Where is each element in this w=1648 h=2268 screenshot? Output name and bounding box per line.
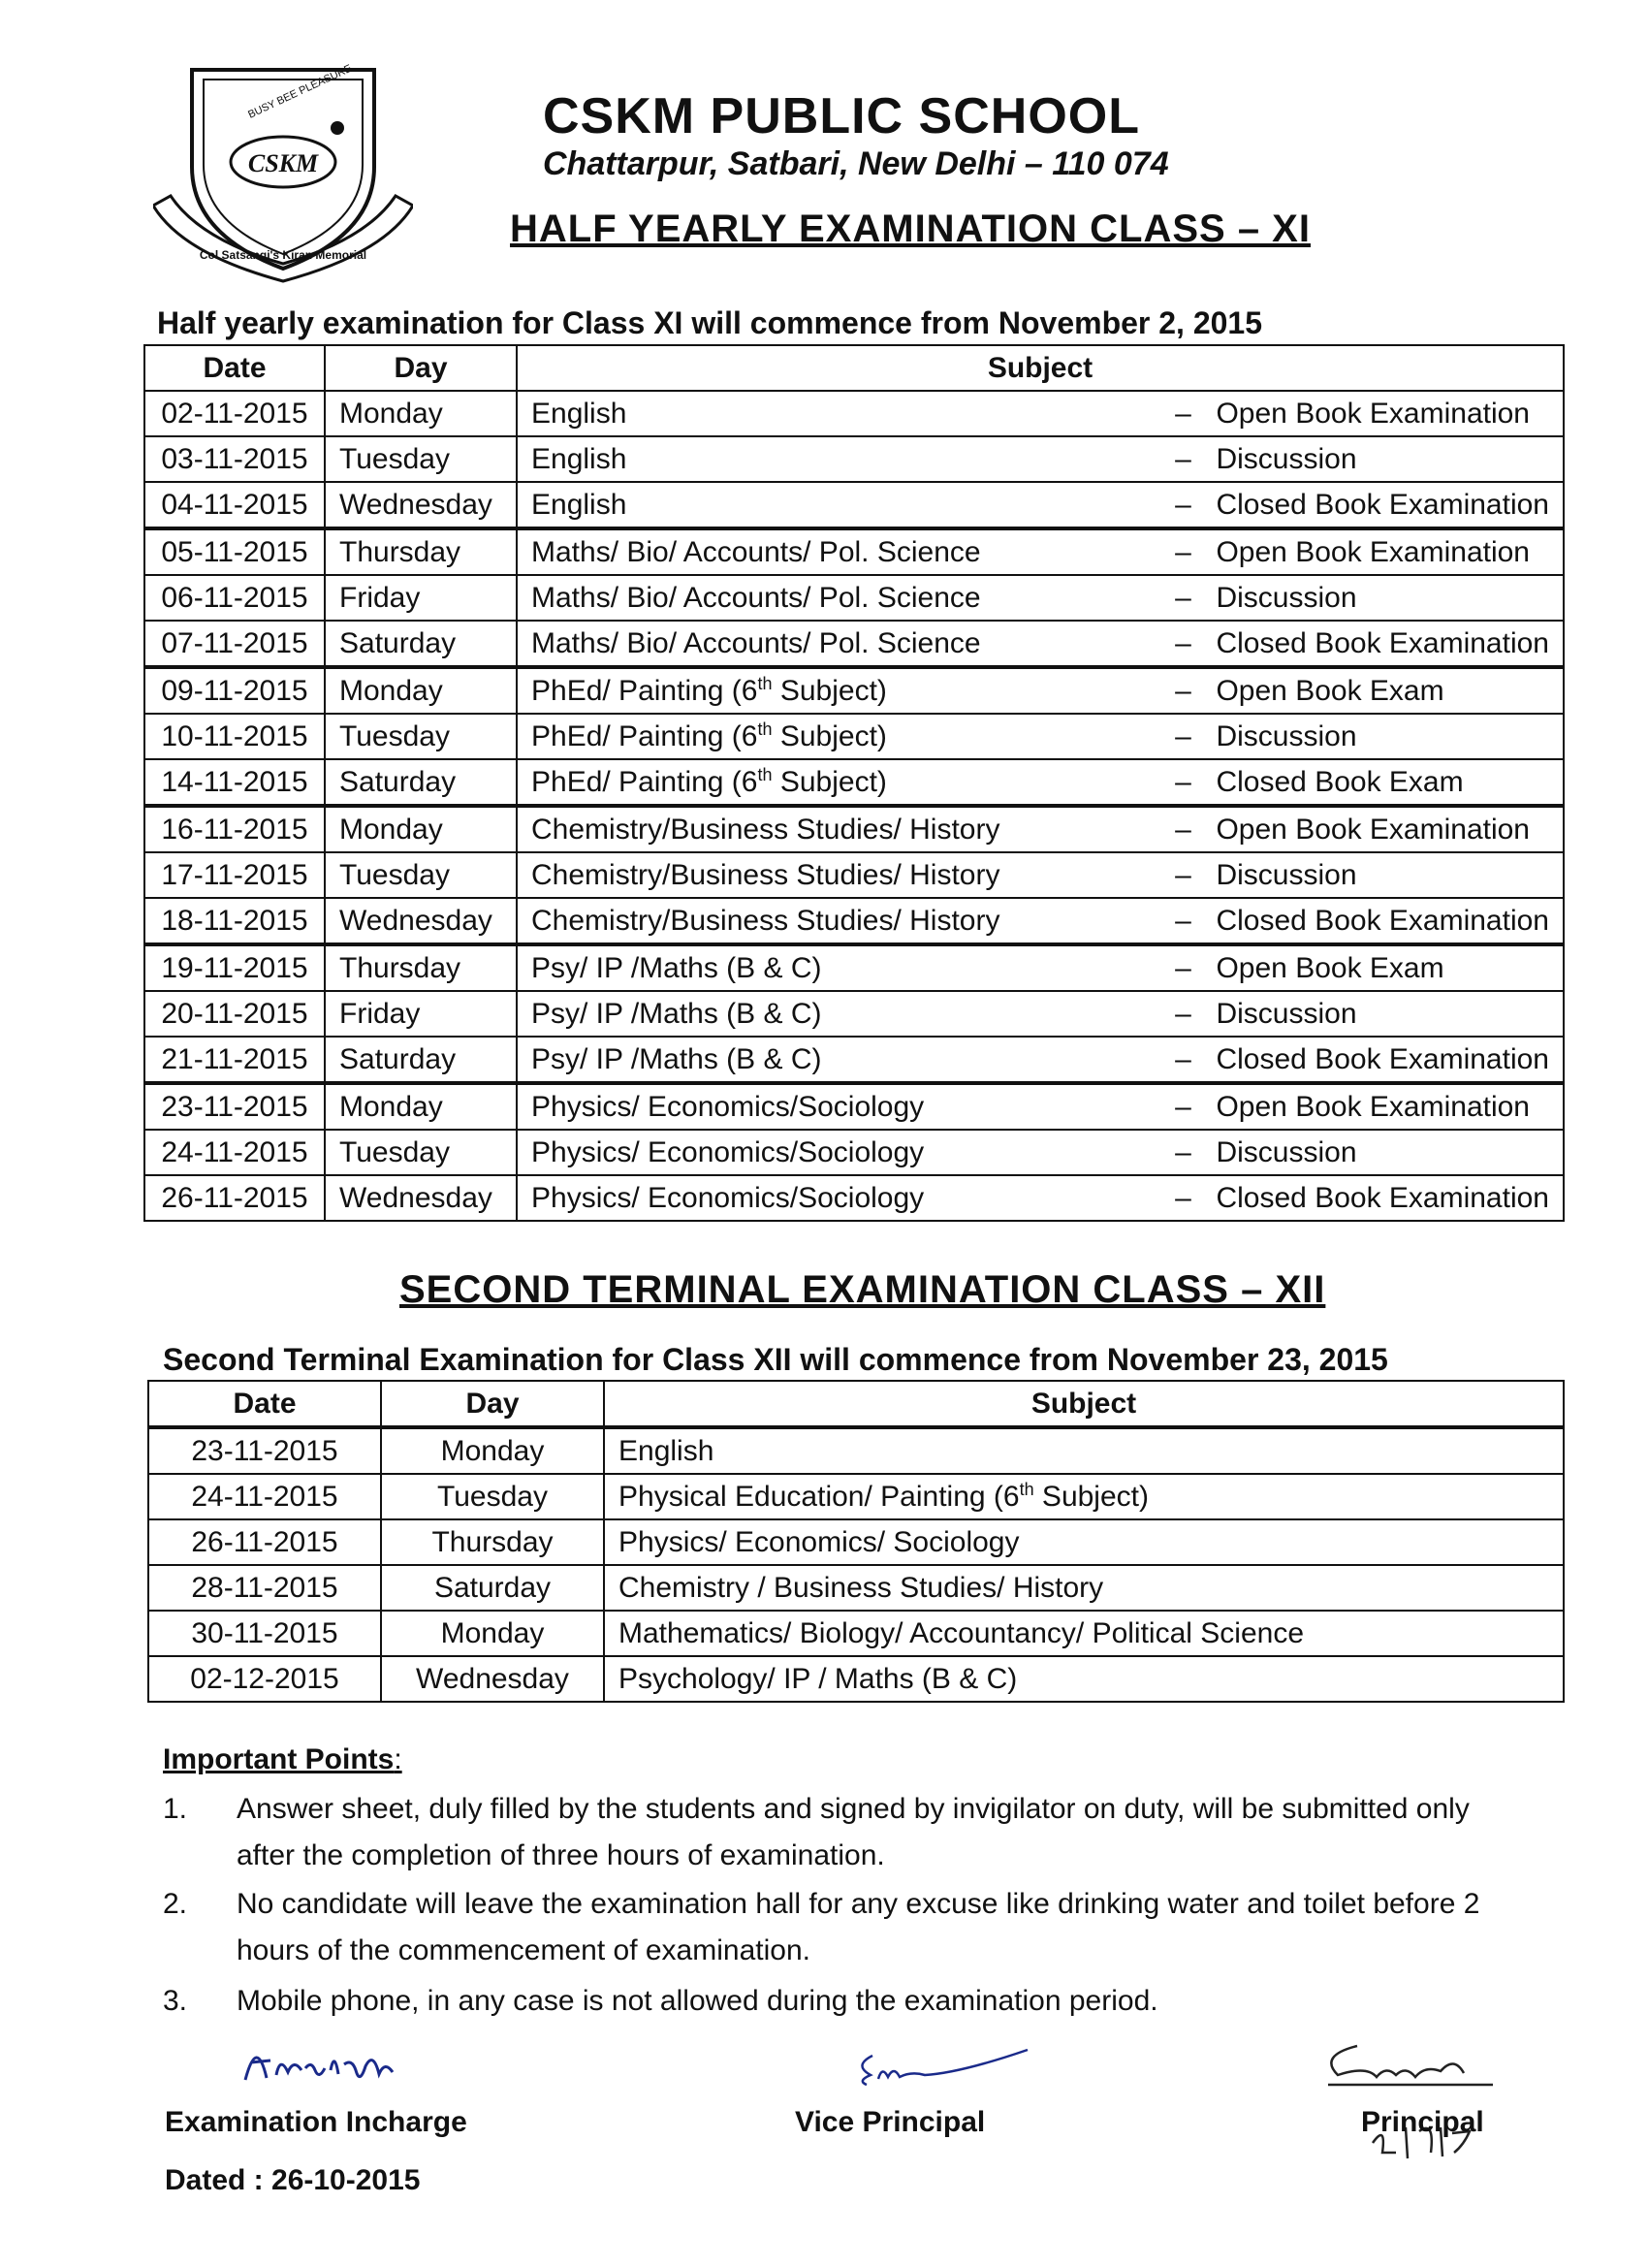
exam-type-cell: Open Book Examination [1202,528,1564,575]
date-cell: 03-11-2015 [144,436,325,482]
vice-principal-signature [843,2036,1037,2094]
exam-type-cell: Closed Book Examination [1202,482,1564,528]
exam-type-cell: Discussion [1202,436,1564,482]
subject-cell [604,1427,1564,1474]
class-xi-intro: Half yearly examination for Class XI will commence from November 2, 2015 [157,305,1263,340]
subject-cell [517,482,1163,528]
subject-cell [517,621,1163,667]
subject-cell [517,852,1163,898]
table-row [144,806,1564,852]
day-cell: Thursday [325,528,517,575]
ordinal-suffix: th [757,765,773,784]
subject-text: Physics/ Economics/Sociology [531,1090,925,1123]
column-header-day: Day [381,1381,604,1427]
day-cell: Monday [381,1427,604,1474]
date-cell: 09-11-2015 [144,667,325,714]
subject-text-end: Subject) [772,766,887,798]
dash-separator: – [1163,482,1202,528]
dash-separator: – [1163,852,1202,898]
subject-cell [517,759,1163,806]
exam-type-cell: Closed Book Examination [1202,1175,1564,1221]
subject-cell [517,944,1163,991]
subject-cell [517,1175,1163,1221]
date-cell: 14-11-2015 [144,759,325,806]
point-number: 3. [163,1985,188,2017]
subject-text-end: Subject) [772,720,887,752]
dash-separator: – [1163,1175,1202,1221]
exam-type-cell: Open Book Examination [1202,1083,1564,1130]
date-cell: 05-11-2015 [144,528,325,575]
important-point [163,1786,1549,1879]
exam-type-cell: Open Book Exam [1202,667,1564,714]
date-cell: 06-11-2015 [144,575,325,621]
dated-line: Dated : 26-10-2015 [165,2164,421,2196]
subject-cell [604,1519,1564,1565]
table-row [144,898,1564,944]
subject-text: Psy/ IP /Maths (B & C) [531,951,822,984]
date-cell: 20-11-2015 [144,991,325,1037]
point-text: No candidate will leave the examination hall for any excuse like drinking water and toilet before 2 hours of the commencement of examination. [237,1888,1480,1966]
date-cell: 21-11-2015 [144,1037,325,1083]
day-cell: Monday [325,1083,517,1130]
vice-principal-label: Vice Principal [795,2106,986,2138]
exam-incharge-label: Examination Incharge [165,2106,467,2138]
column-header-subject: Subject [517,345,1564,391]
day-cell: Tuesday [325,852,517,898]
subject-cell [604,1656,1564,1702]
point-number: 1. [163,1793,188,1825]
date-cell: 02-12-2015 [148,1656,381,1702]
table-row [144,714,1564,759]
subject-text: Chemistry/Business Studies/ History [531,813,1000,846]
dash-separator: – [1163,806,1202,852]
date-cell: 16-11-2015 [144,806,325,852]
subject-cell [517,714,1163,759]
dash-separator: – [1163,759,1202,806]
subject-text: Physics/ Economics/ Sociology [618,1525,1020,1558]
day-cell: Wednesday [325,1175,517,1221]
subject-cell [517,391,1163,436]
subject-text: PhEd/ Painting (6 [531,766,758,798]
subject-text: English [531,488,627,521]
dash-separator: – [1163,944,1202,991]
table-row [144,1130,1564,1175]
column-header-subject: Subject [604,1381,1564,1427]
important-points-colon: : [394,1743,402,1775]
date-cell: 18-11-2015 [144,898,325,944]
subject-cell [517,575,1163,621]
table-row [148,1656,1564,1702]
dash-separator: – [1163,621,1202,667]
date-cell: 17-11-2015 [144,852,325,898]
table-row [144,621,1564,667]
exam-type-cell: Discussion [1202,852,1564,898]
column-header-date: Date [144,345,325,391]
subject-text: Psy/ IP /Maths (B & C) [531,997,822,1030]
day-cell: Tuesday [325,436,517,482]
exam-type-cell: Open Book Examination [1202,391,1564,436]
subject-text: Maths/ Bio/ Accounts/ Pol. Science [531,535,981,568]
column-header-date: Date [148,1381,381,1427]
date-cell: 30-11-2015 [148,1611,381,1656]
table-row [148,1474,1564,1519]
date-cell: 26-11-2015 [144,1175,325,1221]
subject-text: Physics/ Economics/Sociology [531,1135,925,1168]
subject-text: Physics/ Economics/Sociology [531,1181,925,1214]
day-cell: Monday [381,1611,604,1656]
day-cell: Thursday [325,944,517,991]
exam-type-cell: Closed Book Examination [1202,621,1564,667]
class-xii-exam-title: SECOND TERMINAL EXAMINATION CLASS – XII [399,1268,1326,1311]
date-cell: 02-11-2015 [144,391,325,436]
ordinal-suffix: th [1019,1480,1034,1499]
subject-cell [517,436,1163,482]
table-row [144,391,1564,436]
class-xii-schedule-table [147,1380,1565,1703]
table-row [144,759,1564,806]
subject-cell [517,1083,1163,1130]
day-cell: Monday [325,806,517,852]
exam-type-cell: Closed Book Examination [1202,1037,1564,1083]
table-row [148,1519,1564,1565]
important-point [163,1881,1549,1974]
ordinal-suffix: th [757,674,773,693]
day-cell: Wednesday [381,1656,604,1702]
school-crest-logo [153,60,413,285]
day-cell: Monday [325,667,517,714]
table-row [144,482,1564,528]
dash-separator: – [1163,714,1202,759]
day-cell: Saturday [325,621,517,667]
table-row [144,667,1564,714]
subject-text: Chemistry/Business Studies/ History [531,904,1000,937]
table-row [144,1037,1564,1083]
point-text: Mobile phone, in any case is not allowed during the examination period. [237,1985,1158,2017]
day-cell: Wednesday [325,482,517,528]
important-point [163,1978,1549,2025]
date-cell: 28-11-2015 [148,1565,381,1611]
exam-type-cell: Closed Book Examination [1202,898,1564,944]
subject-text: PhEd/ Painting (6 [531,720,758,752]
day-cell: Saturday [325,759,517,806]
dash-separator: – [1163,436,1202,482]
subject-cell [517,806,1163,852]
subject-text-end: Subject) [1033,1481,1149,1513]
column-header-day: Day [325,345,517,391]
subject-text: Chemistry / Business Studies/ History [618,1571,1104,1604]
date-cell: 23-11-2015 [144,1083,325,1130]
table-row [144,575,1564,621]
subject-text-end: Subject) [772,675,887,707]
principal-label: Principal [1361,2106,1484,2138]
subject-cell [604,1474,1564,1519]
table-row [148,1427,1564,1474]
school-address: Chattarpur, Satbari, New Delhi – 110 074 [543,145,1169,182]
important-points-title [163,1743,402,1776]
class-xii-intro: Second Terminal Examination for Class XII will commence from November 23, 2015 [163,1342,1388,1377]
dash-separator: – [1163,528,1202,575]
day-cell: Thursday [381,1519,604,1565]
principal-signature [1299,2027,1512,2172]
subject-text: English [618,1434,714,1467]
dash-separator: – [1163,898,1202,944]
subject-text: Physical Education/ Painting (6 [618,1481,1020,1513]
school-name: CSKM PUBLIC SCHOOL [543,88,1140,144]
day-cell: Wednesday [325,898,517,944]
class-xi-exam-title: HALF YEARLY EXAMINATION CLASS – XI [510,208,1311,250]
day-cell: Tuesday [381,1474,604,1519]
exam-type-cell: Open Book Examination [1202,806,1564,852]
day-cell: Saturday [381,1565,604,1611]
subject-cell [604,1565,1564,1611]
subject-cell [517,898,1163,944]
table-row [148,1565,1564,1611]
subject-text: Maths/ Bio/ Accounts/ Pol. Science [531,626,981,659]
day-cell: Saturday [325,1037,517,1083]
svg-text:BUSY BEE PLEASURE: BUSY BEE PLEASURE [246,62,354,121]
table-row [144,1175,1564,1221]
important-points-label: Important Points [163,1743,395,1775]
dash-separator: – [1163,575,1202,621]
dash-separator: – [1163,391,1202,436]
subject-text: Psy/ IP /Maths (B & C) [531,1042,822,1075]
table-row [144,944,1564,991]
day-cell: Friday [325,991,517,1037]
subject-text: Psychology/ IP / Maths (B & C) [618,1662,1018,1695]
dash-separator: – [1163,1083,1202,1130]
exam-type-cell: Open Book Exam [1202,944,1564,991]
exam-incharge-signature [238,2031,422,2090]
date-cell: 23-11-2015 [148,1427,381,1474]
exam-type-cell: Discussion [1202,991,1564,1037]
date-cell: 10-11-2015 [144,714,325,759]
subject-cell [517,1130,1163,1175]
date-cell: 26-11-2015 [148,1519,381,1565]
svg-text:Col Satsangi's Kiran Memorial: Col Satsangi's Kiran Memorial [199,248,367,262]
subject-cell [517,528,1163,575]
dash-separator: – [1163,1130,1202,1175]
date-cell: 19-11-2015 [144,944,325,991]
point-number: 2. [163,1888,188,1920]
table-row [148,1611,1564,1656]
day-cell: Tuesday [325,1130,517,1175]
day-cell: Tuesday [325,714,517,759]
date-cell: 24-11-2015 [144,1130,325,1175]
subject-text: English [531,442,627,475]
date-cell: 24-11-2015 [148,1474,381,1519]
subject-cell [517,991,1163,1037]
subject-cell [517,667,1163,714]
dash-separator: – [1163,991,1202,1037]
table-row [144,528,1564,575]
exam-type-cell: Discussion [1202,1130,1564,1175]
subject-cell [517,1037,1163,1083]
subject-text: Mathematics/ Biology/ Accountancy/ Political Science [618,1616,1305,1649]
svg-text:CSKM: CSKM [247,149,319,177]
subject-text: Chemistry/Business Studies/ History [531,858,1000,891]
subject-text: PhEd/ Painting (6 [531,675,758,707]
table-row [144,852,1564,898]
dash-separator: – [1163,1037,1202,1083]
subject-text: English [531,397,627,430]
date-cell: 07-11-2015 [144,621,325,667]
table-row [144,436,1564,482]
class-xi-schedule-table [143,344,1565,1222]
exam-type-cell: Closed Book Exam [1202,759,1564,806]
dash-separator: – [1163,667,1202,714]
ordinal-suffix: th [757,719,773,739]
date-cell: 04-11-2015 [144,482,325,528]
table-row [144,1083,1564,1130]
exam-type-cell: Discussion [1202,714,1564,759]
day-cell: Monday [325,391,517,436]
exam-type-cell: Discussion [1202,575,1564,621]
point-text: Answer sheet, duly filled by the students and signed by invigilator on duty, will be submitted only after the completion of three hours of examination. [237,1793,1470,1871]
subject-cell [604,1611,1564,1656]
subject-text: Maths/ Bio/ Accounts/ Pol. Science [531,581,981,614]
day-cell: Friday [325,575,517,621]
table-row [144,991,1564,1037]
